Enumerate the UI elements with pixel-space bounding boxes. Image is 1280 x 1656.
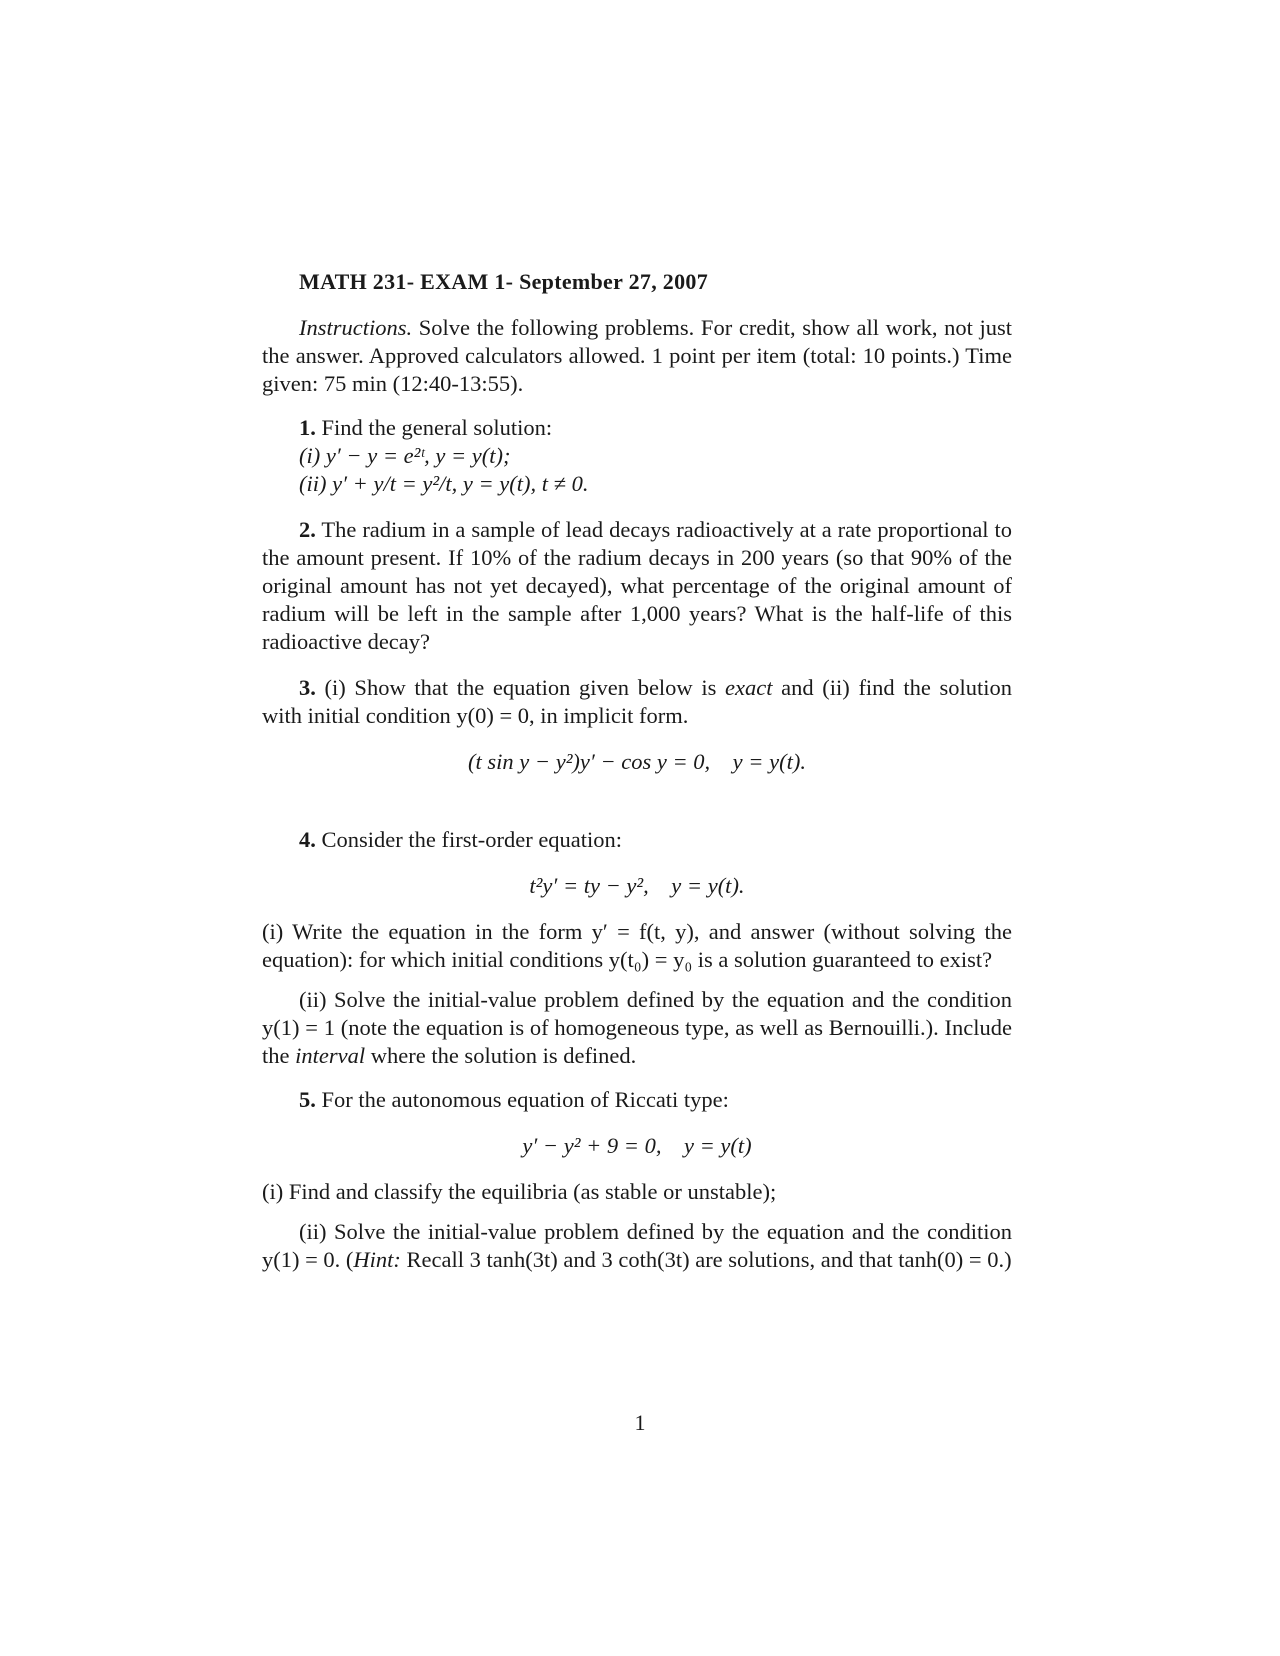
problem-5-part-ii [262,1218,1012,1274]
problem-5-hint-label: Hint: [353,1247,401,1272]
problem-4-equation: t²y′ = ty − y², y = y(t). [529,873,745,898]
problem-4-part-ii-b: where the solution is defined. [365,1043,637,1068]
problem-5 [262,1086,1012,1274]
problem-3-number: 3. [299,675,316,700]
problem-5-number: 5. [299,1087,316,1112]
instructions-label: Instructions. [299,315,413,340]
problem-4 [262,826,1012,1070]
problem-4-number: 4. [299,827,316,852]
problem-3-body-b: and (ii) find the solution with initial condition y(0) = 0, in implicit form. [262,675,1013,728]
problem-4-part-ii-emphasis: interval [295,1043,366,1068]
problem-1 [262,414,1012,498]
exam-page [262,268,1012,1274]
page-number: 1 [634,1410,646,1435]
problem-4-intro-text: Consider the first-order equation: [315,827,623,852]
problem-3-text [262,674,1012,730]
problem-2 [262,516,1012,656]
problem-2-body: The radium in a sample of lead decays radioactively at a rate proportional to the amount present. If 10% of the radium decays in 200 years (so that 90% of the original amount has not yet decayed), what percentage of the original amount of radium will be left in the sample after 1,000 years? What is the half-life of this radioactive decay? [262,517,1012,654]
problem-4-part-i: (i) Write the equation in the form y′ = f(t, y), and answer (without solving the equation): for which initial conditions y(t₀) = y₀ is a solution guaranteed to exist? [262,919,1012,972]
problem-3-body-a: (i) Show that the equation given below is [315,675,726,700]
problem-4-intro [262,826,1012,854]
problem-4-part-ii [262,986,1012,1070]
problem-3-emphasis: exact [725,675,773,700]
instructions-text: Solve the following problems. For credit, show all work, not just the answer. Approved calculators allowed. 1 point per item (total: 10 points.) Time given: 75 min (12:40-13:55). [262,315,1012,396]
instructions-paragraph [262,314,1012,398]
problem-1-intro-text: Find the general solution: [315,415,553,440]
problem-4-part-ii-a: (ii) Solve the initial-value problem defined by the equation and the condition y(1) = 1 (note the equation is of homogeneous type, as well as Bernouilli.). Include the [262,987,1012,1068]
problem-3 [262,674,1012,776]
problem-5-intro [262,1086,1012,1114]
problem-5-intro-text: For the autonomous equation of Riccati type: [315,1087,729,1112]
problem-5-part-i: (i) Find and classify the equilibria (as stable or unstable); [262,1179,777,1204]
problem-3-equation: (t sin y − y²)y′ − cos y = 0, y = y(t). [468,749,806,774]
problem-1-item-ii: (ii) y′ + y/t = y²/t, y = y(t), t ≠ 0. [299,471,589,496]
problem-2-text [262,516,1012,656]
problem-1-item-i: (i) y′ − y = e²ᵗ, y = y(t); [299,443,511,468]
problem-1-intro [262,414,1012,442]
exam-title: MATH 231- EXAM 1- September 27, 2007 [299,269,708,294]
problem-5-equation: y′ − y² + 9 = 0, y = y(t) [522,1133,752,1158]
problem-2-number: 2. [299,517,316,542]
problem-1-number: 1. [299,415,316,440]
problem-5-part-ii-b: Recall 3 tanh(3t) and 3 coth(3t) are solutions, and that tanh(0) = 0.) [400,1247,1012,1272]
problem-5-part-ii-a: (ii) Solve the initial-value problem defined by the equation and the condition y(1) = 0. ( [262,1219,1012,1272]
